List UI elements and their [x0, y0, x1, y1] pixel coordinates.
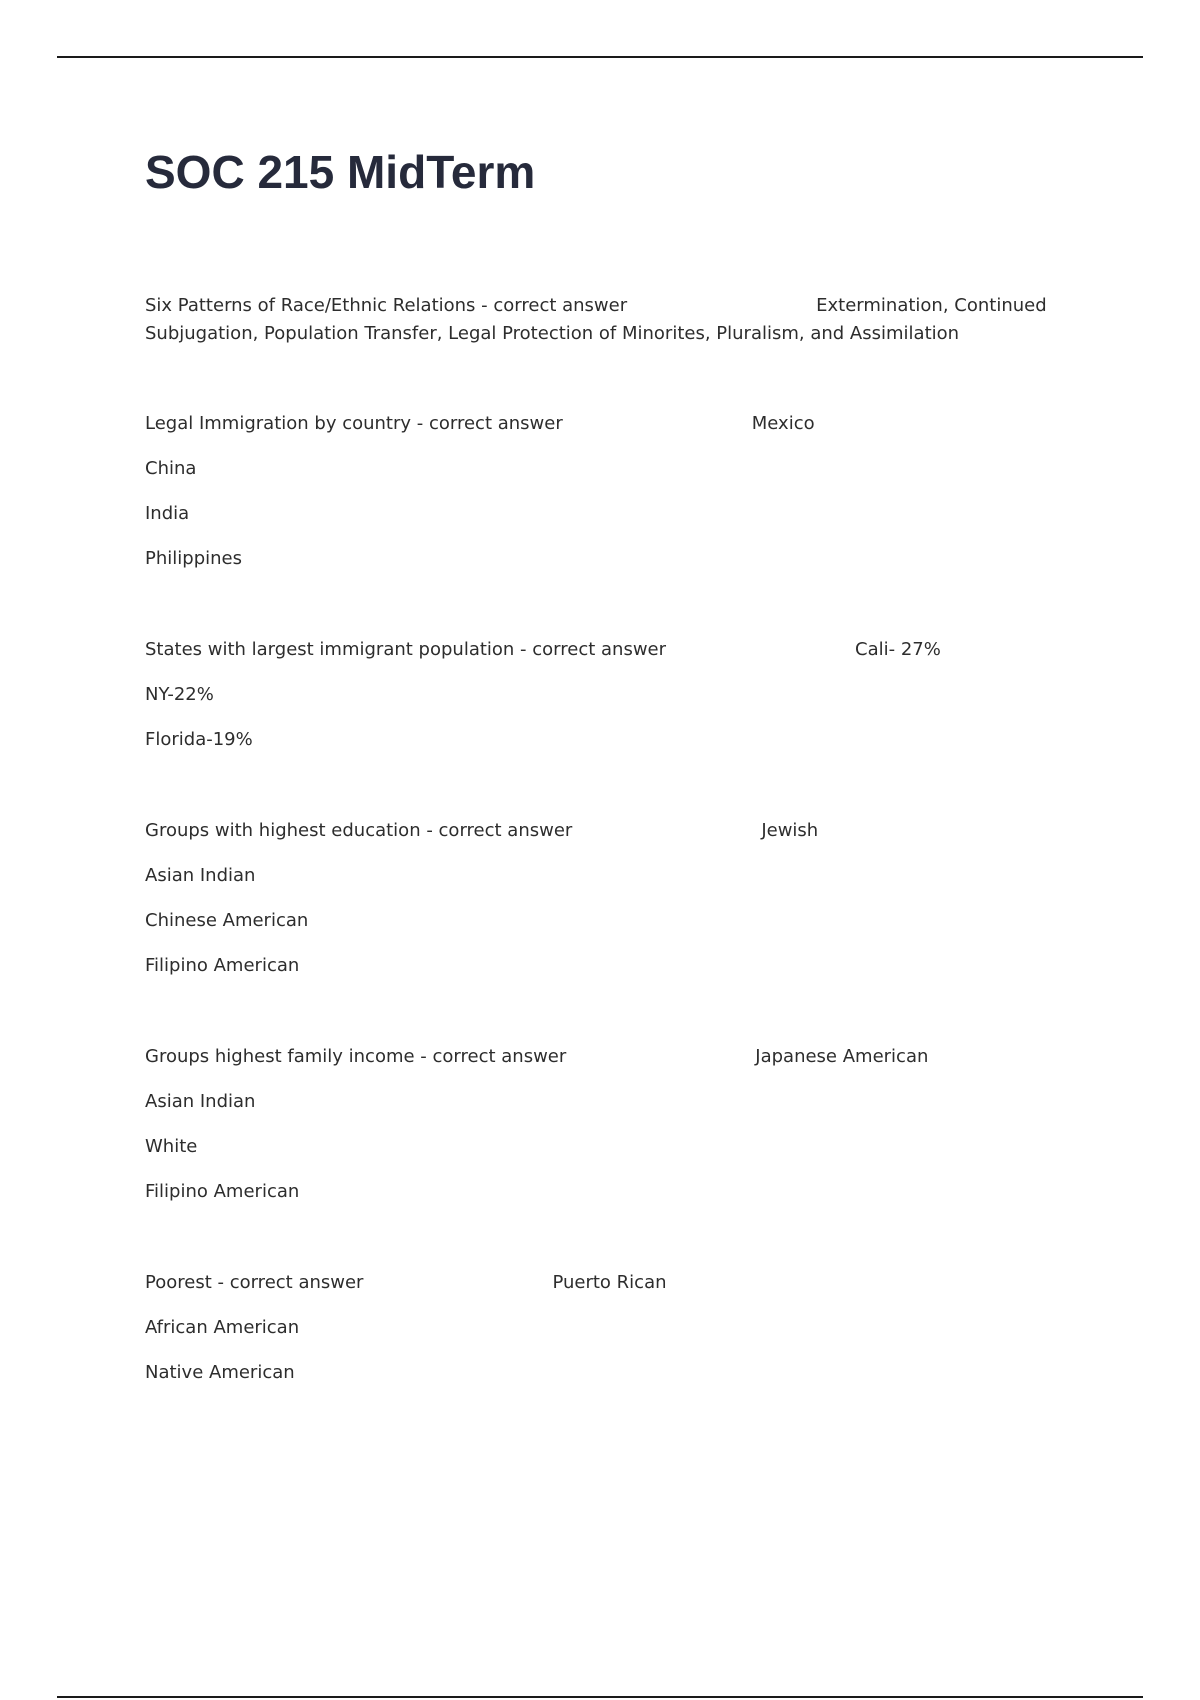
answer-line: Filipino American — [145, 1181, 300, 1202]
question-text: States with largest immigrant population - correct answer — [145, 639, 667, 660]
answer-line: Philippines — [145, 548, 242, 569]
answer-text: Puerto Rican — [552, 1272, 667, 1293]
answer-line: China — [145, 458, 197, 479]
answer-line: Filipino American — [145, 955, 300, 976]
answer-text: Japanese American — [755, 1046, 929, 1067]
answer-continuation: Subjugation, Population Transfer, Legal Protection of Minorites, Pluralism, and Assimilation — [145, 323, 960, 344]
qa-item-states — [145, 638, 1065, 773]
footer-rule — [57, 1696, 1143, 1698]
answer-line: Chinese American — [145, 910, 309, 931]
answer-line: Asian Indian — [145, 865, 256, 886]
question-text: Groups highest family income - correct answer — [145, 1046, 567, 1067]
answer-line: Native American — [145, 1362, 295, 1383]
answer-line: Asian Indian — [145, 1091, 256, 1112]
answer-line: India — [145, 503, 190, 524]
document-title: SOC 215 MidTerm — [145, 146, 536, 198]
document-body — [145, 292, 1065, 1406]
qa-item-relations — [145, 292, 1065, 348]
answer-text: Cali- 27% — [855, 639, 941, 660]
answer-text: Extermination, Continued — [816, 295, 1047, 316]
answer-line: White — [145, 1136, 198, 1157]
answer-line: African American — [145, 1317, 300, 1338]
question-text: Six Patterns of Race/Ethnic Relations - correct answer — [145, 295, 628, 316]
qa-item-education — [145, 819, 1065, 999]
header-rule — [57, 56, 1143, 58]
question-text: Groups with highest education - correct answer — [145, 820, 573, 841]
answer-line: NY-22% — [145, 684, 214, 705]
question-text: Poorest - correct answer — [145, 1272, 364, 1293]
question-text: Legal Immigration by country - correct answer — [145, 413, 563, 434]
qa-item-poorest — [145, 1271, 1065, 1406]
answer-line: Florida-19% — [145, 729, 253, 750]
answer-text: Mexico — [751, 413, 815, 434]
answer-text: Jewish — [761, 820, 819, 841]
qa-item-income — [145, 1045, 1065, 1225]
qa-item-immigration — [145, 412, 1065, 592]
